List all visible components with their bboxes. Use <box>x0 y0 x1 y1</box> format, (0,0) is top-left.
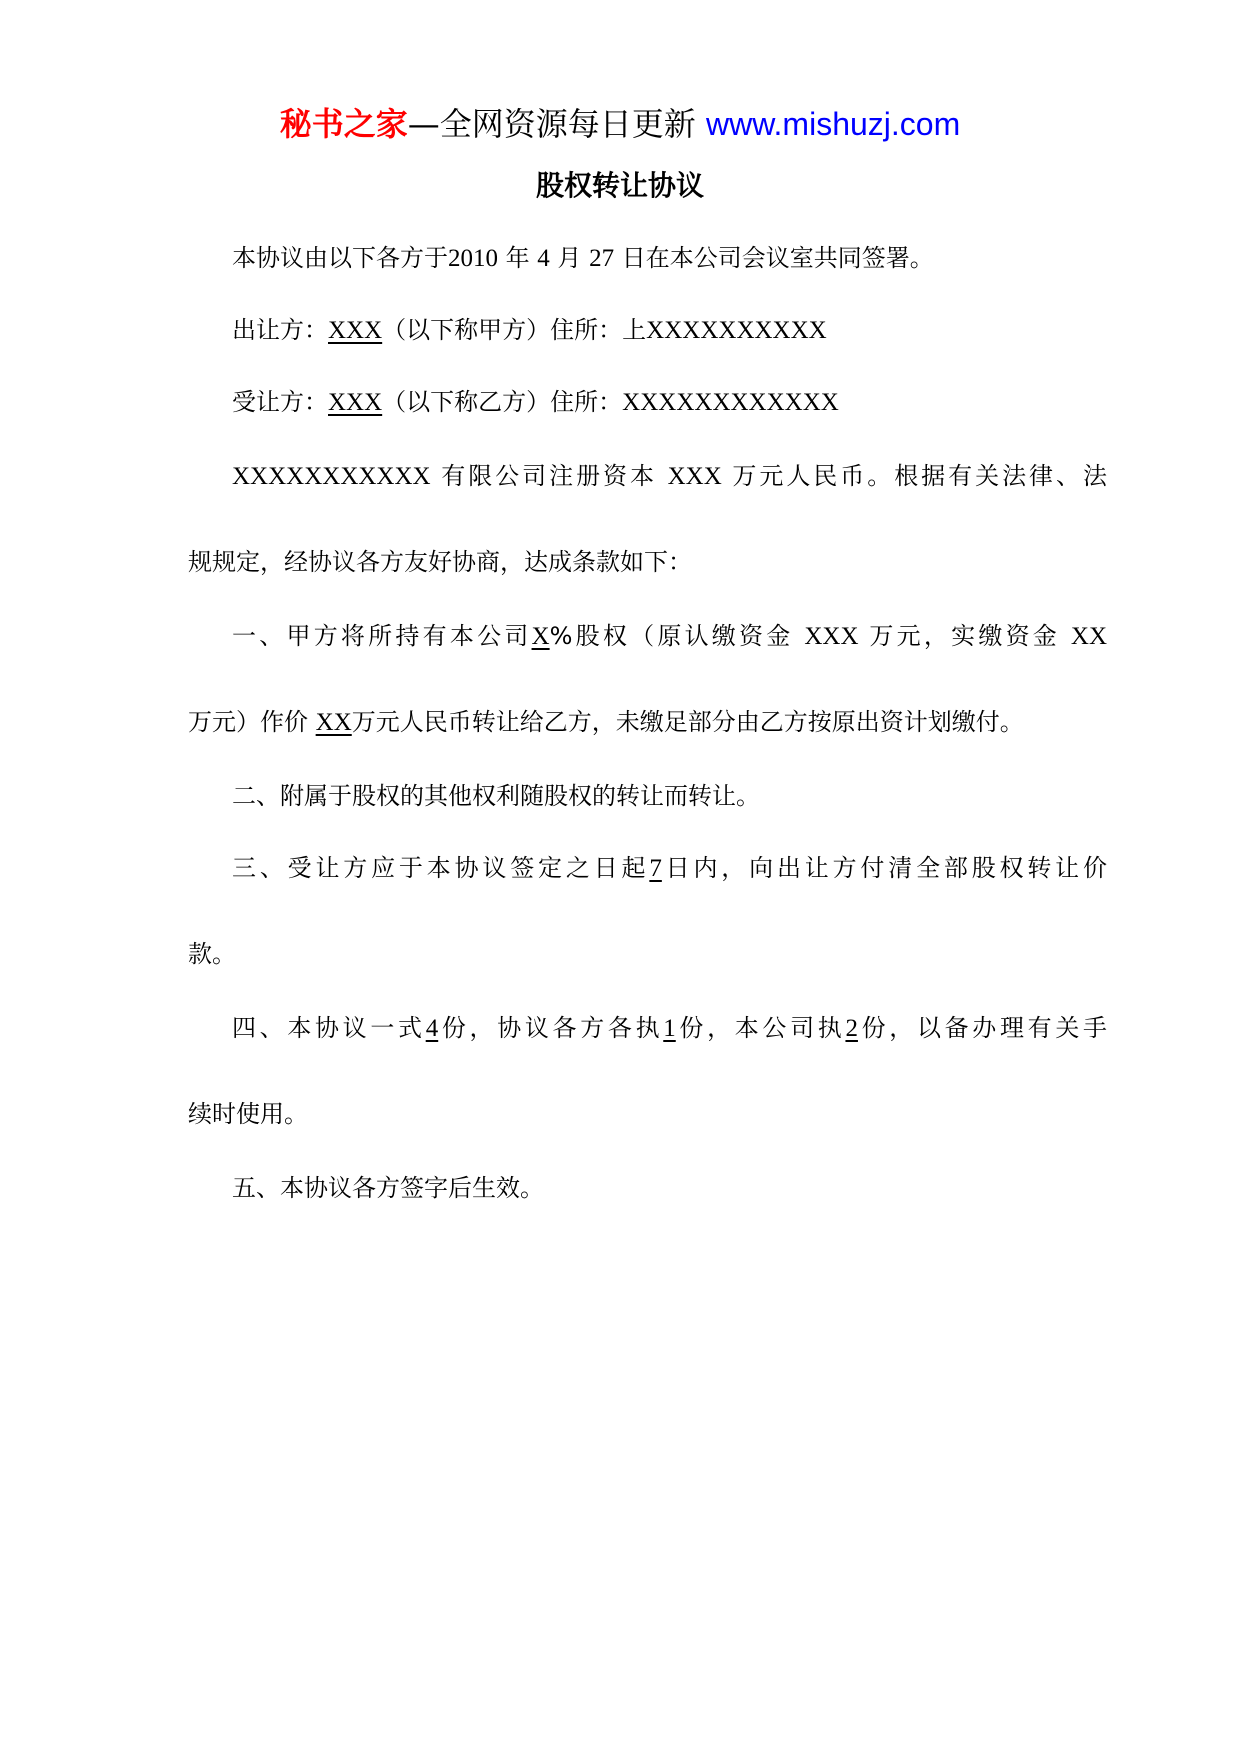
clause-3: 三、受让方应于本协议签定之日起7日内，向出让方付清全部股权转让价 <box>232 854 1108 882</box>
document-title: 股权转让协议 <box>535 169 704 202</box>
site-header <box>0 100 1240 148</box>
clause-5: 五、本协议各方签字后生效。 <box>232 1174 544 1202</box>
clause-2: 二、附属于股权的其他权利随股权的转让而转让。 <box>232 782 760 810</box>
clause-3-line-2: 款。 <box>188 940 236 968</box>
company-capital-line: XXXXXXXXXXX 有限公司注册资本 XXX 万元人民币。根据有关法律、法 <box>232 462 1107 490</box>
clause-4: 四、本协议一式4份，协议各方各执1份，本公司执2份，以备办理有关手 <box>232 1014 1107 1042</box>
transferor-line: 出让方：XXX（以下称甲方）住所：上XXXXXXXXXX <box>232 316 827 344</box>
brand-name: 秘书之家 <box>279 105 408 143</box>
transferee-line: 受让方：XXX（以下称乙方）住所：XXXXXXXXXXXX <box>232 388 839 416</box>
transferee-address: XXXXXXXXXXXX <box>622 389 839 416</box>
company-capital-line-2: 规规定，经协议各方友好协商，达成条款如下： <box>188 548 692 576</box>
clause-4-line-2: 续时使用。 <box>188 1100 308 1128</box>
clause-1-line-2: 万元）作价 XX万元人民币转让给乙方，未缴足部分由乙方按原出资计划缴付。 <box>188 708 1024 736</box>
site-url-link[interactable]: www.mishuzj.com <box>705 106 961 142</box>
transferor-name: XXX <box>328 317 383 344</box>
transferor-address: XXXXXXXXXX <box>646 317 827 344</box>
header-slogan: —全网资源每日更新 <box>407 105 706 143</box>
clause-1: 一、甲方将所持有本公司X%股权（原认缴资金 XXX 万元，实缴资金 XX <box>232 622 1108 650</box>
transferee-name: XXX <box>328 389 383 416</box>
signing-paragraph: 本协议由以下各方于2010 年 4 月 27 日在本公司会议室共同签署。 <box>232 244 934 272</box>
